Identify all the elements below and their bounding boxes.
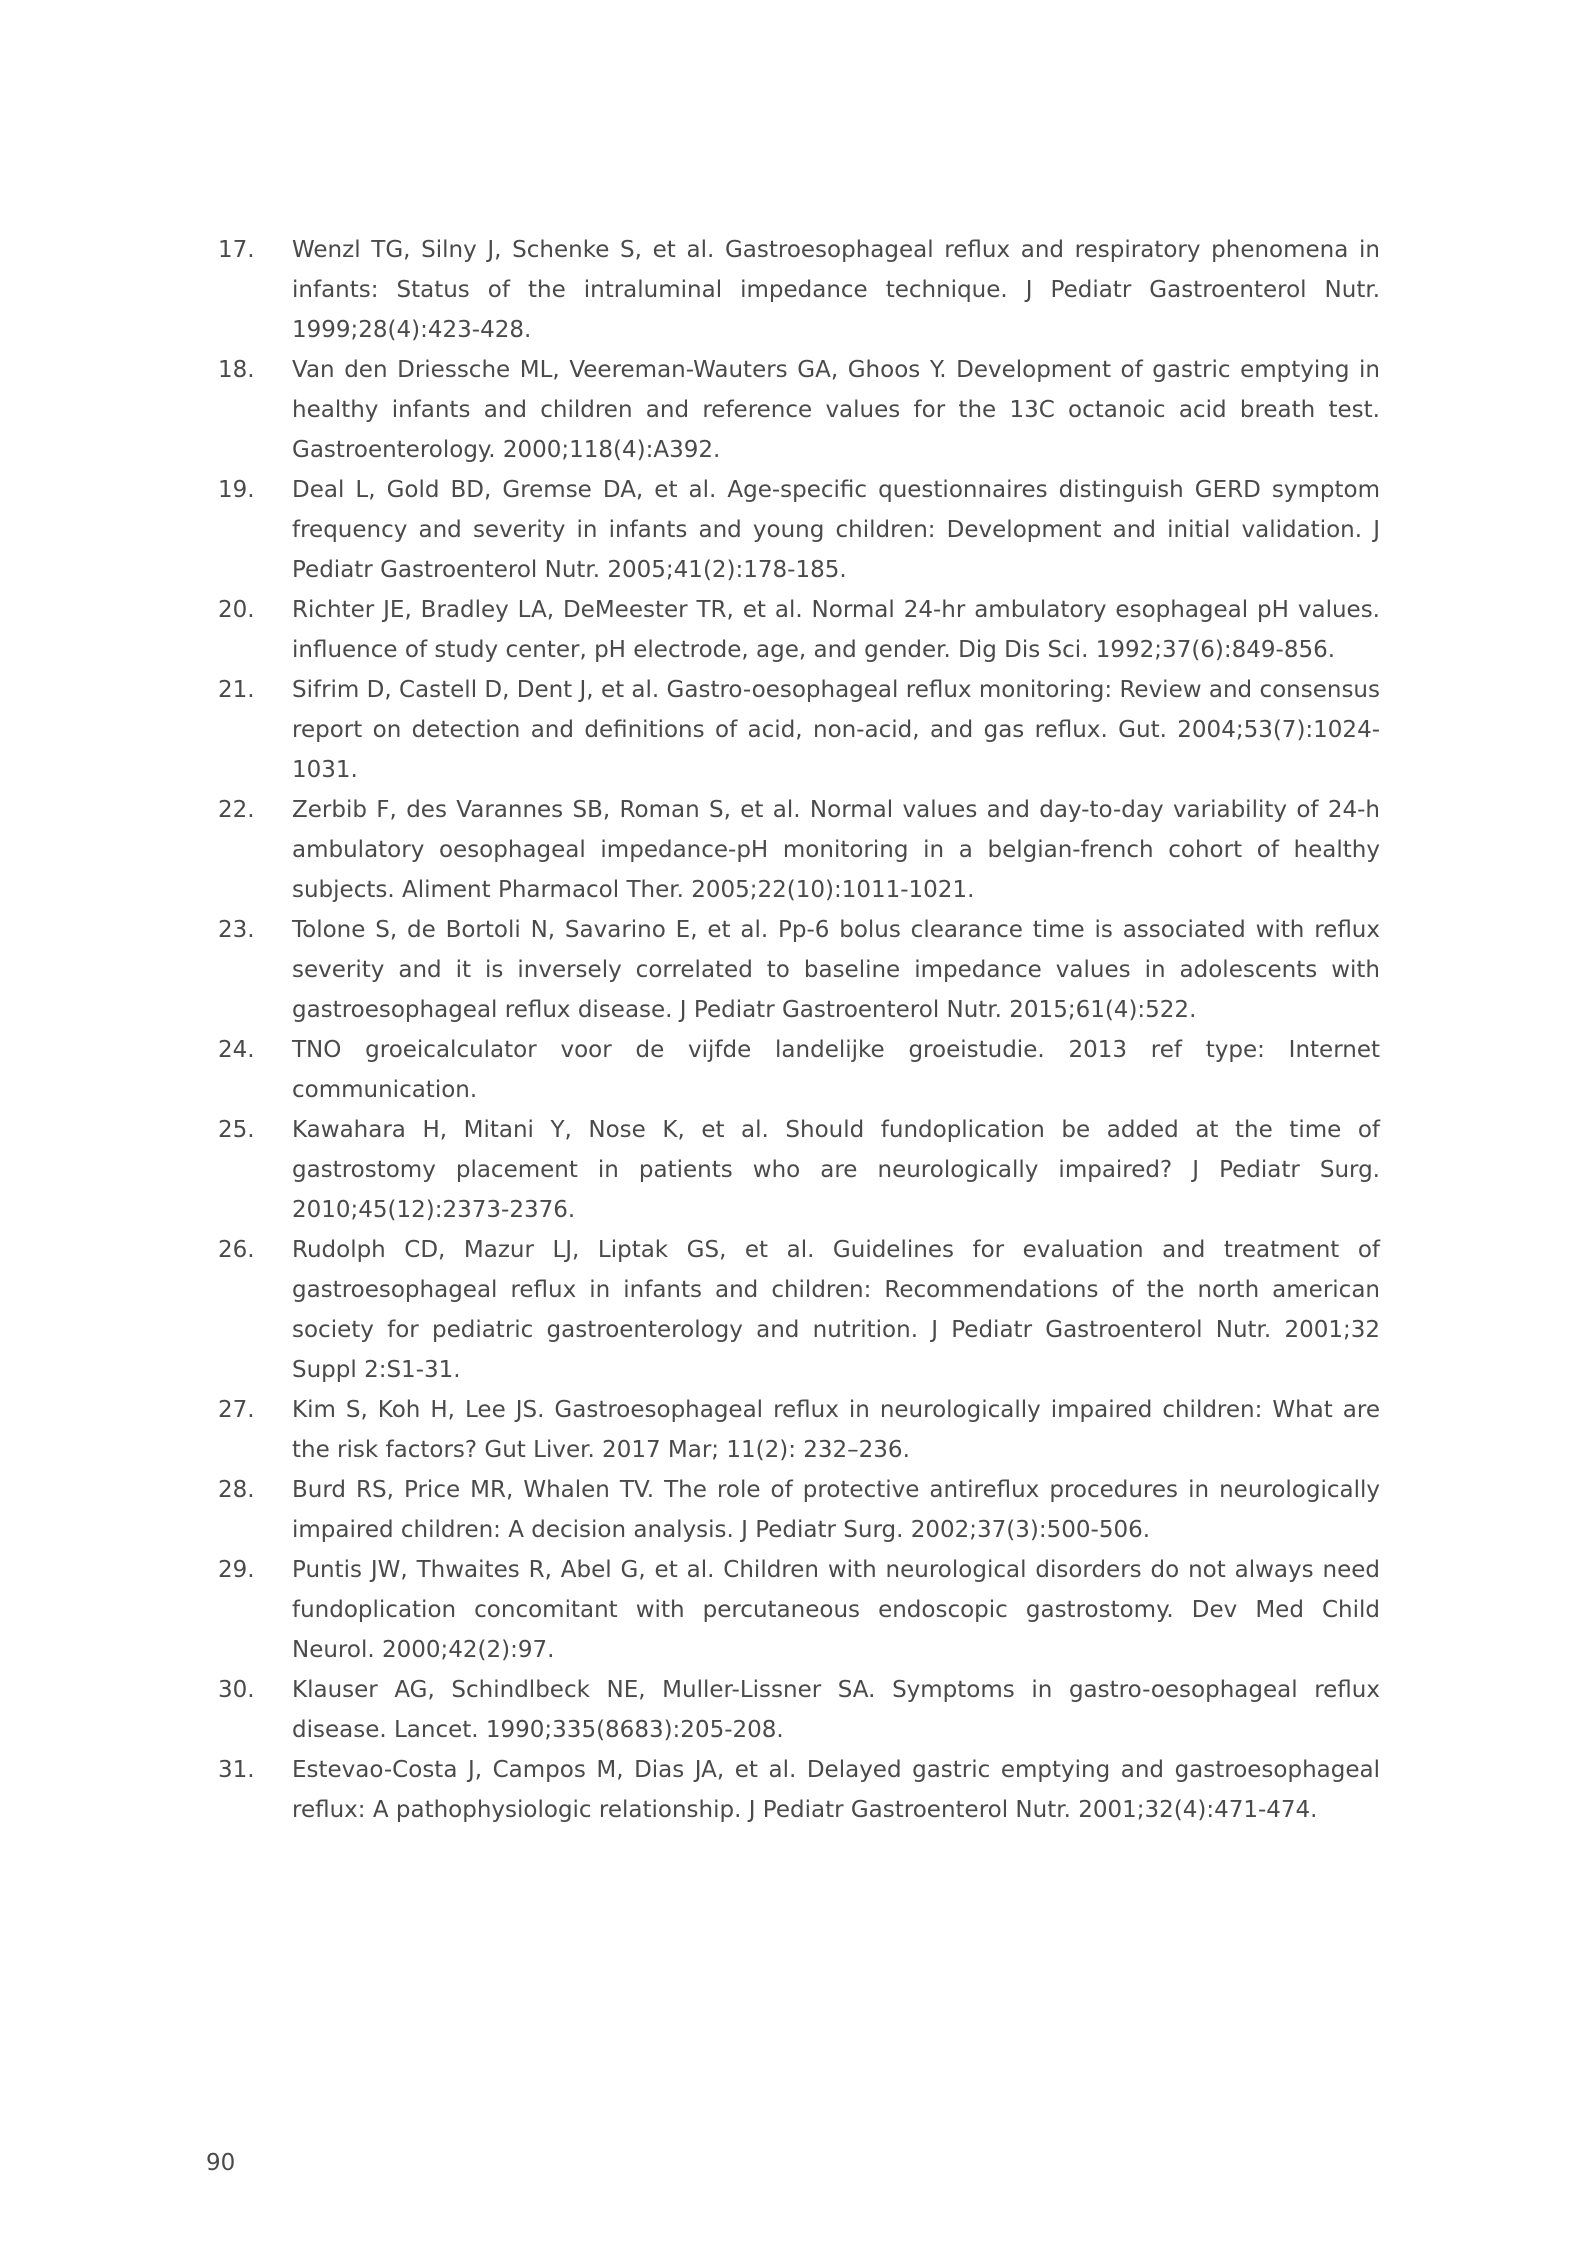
reference-item <box>218 350 1380 470</box>
reference-text: TNO groeicalculator voor de vijfde landelijke groeistudie. 2013 ref type: Internet communication. <box>292 1037 1380 1103</box>
reference-item <box>218 1390 1380 1470</box>
reference-number: 26. <box>218 1237 255 1263</box>
reference-text: Estevao-Costa J, Campos M, Dias JA, et al. Delayed gastric emptying and gastroesophageal reflux: A pathophysiologic relationship. J Pediatr Gastroenterol Nutr. 2001;32(4):471-474. <box>292 1757 1380 1823</box>
reference-number: 24. <box>218 1037 255 1063</box>
reference-number: 17. <box>218 237 255 263</box>
reference-number: 31. <box>218 1757 255 1783</box>
reference-number: 28. <box>218 1477 255 1503</box>
reference-item <box>218 670 1380 790</box>
reference-text: Kim S, Koh H, Lee JS. Gastroesophageal reflux in neurologically impaired children: What are the risk factors? Gut Liver. 2017 Mar; 11(2): 232–236. <box>292 1397 1380 1463</box>
reference-number: 20. <box>218 597 255 623</box>
reference-text: Van den Driessche ML, Veereman-Wauters GA, Ghoos Y. Development of gastric emptying in healthy infants and children and reference values for the 13C octanoic acid breath test. Gastroenterology. 2000;118(4):A392. <box>292 357 1380 463</box>
reference-item <box>218 470 1380 590</box>
reference-list <box>218 230 1380 1830</box>
reference-number: 29. <box>218 1557 255 1583</box>
page-number: 90 <box>206 2150 236 2176</box>
reference-text: Deal L, Gold BD, Gremse DA, et al. Age-specific questionnaires distinguish GERD symptom frequency and severity in infants and young children: Development and initial validation. J Pediatr Gastroenterol Nutr. 2005;41(2):178-185. <box>292 477 1380 583</box>
reference-text: Klauser AG, Schindlbeck NE, Muller-Lissner SA. Symptoms in gastro-oesophageal reflux disease. Lancet. 1990;335(8683):205-208. <box>292 1677 1380 1743</box>
reference-text: Tolone S, de Bortoli N, Savarino E, et al. Pp-6 bolus clearance time is associated with reflux severity and it is inversely correlated to baseline impedance values in adolescents with gastroesophageal reflux disease. J Pediatr Gastroenterol Nutr. 2015;61(4):522. <box>292 917 1380 1023</box>
reference-item <box>218 1030 1380 1110</box>
reference-text: Rudolph CD, Mazur LJ, Liptak GS, et al. Guidelines for evaluation and treatment of gastroesophageal reflux in infants and children: Recommendations of the north american society for pediatric gastroenterology and nutrition. J Pediatr Gastroenterol Nutr. 2001;32 Suppl 2:S1-31. <box>292 1237 1380 1383</box>
reference-item <box>218 1670 1380 1750</box>
reference-text: Burd RS, Price MR, Whalen TV. The role of protective antireflux procedures in neurologically impaired children: A decision analysis. J Pediatr Surg. 2002;37(3):500-506. <box>292 1477 1380 1543</box>
reference-number: 22. <box>218 797 255 823</box>
reference-number: 27. <box>218 1397 255 1423</box>
reference-item <box>218 1550 1380 1670</box>
reference-item <box>218 230 1380 350</box>
reference-text: Puntis JW, Thwaites R, Abel G, et al. Children with neurological disorders do not always need fundoplication concomitant with percutaneous endoscopic gastrostomy. Dev Med Child Neurol. 2000;42(2):97. <box>292 1557 1380 1663</box>
reference-number: 23. <box>218 917 255 943</box>
reference-item <box>218 1470 1380 1550</box>
reference-item <box>218 910 1380 1030</box>
reference-number: 19. <box>218 477 255 503</box>
reference-text: Wenzl TG, Silny J, Schenke S, et al. Gastroesophageal reflux and respiratory phenomena in infants: Status of the intraluminal impedance technique. J Pediatr Gastroenterol Nutr. 1999;28(4):423-428. <box>292 237 1380 343</box>
reference-number: 25. <box>218 1117 255 1143</box>
reference-number: 21. <box>218 677 255 703</box>
reference-item <box>218 590 1380 670</box>
reference-text: Kawahara H, Mitani Y, Nose K, et al. Should fundoplication be added at the time of gastrostomy placement in patients who are neurologically impaired? J Pediatr Surg. 2010;45(12):2373-2376. <box>292 1117 1380 1223</box>
reference-item <box>218 1230 1380 1390</box>
reference-text: Sifrim D, Castell D, Dent J, et al. Gastro-oesophageal reflux monitoring: Review and consensus report on detection and definitions of acid, non-acid, and gas reflux. Gut. 2004;53(7):1024-1031. <box>292 677 1380 783</box>
reference-item <box>218 790 1380 910</box>
reference-text: Zerbib F, des Varannes SB, Roman S, et al. Normal values and day-to-day variability of 24-h ambulatory oesophageal impedance-pH monitoring in a belgian-french cohort of healthy subjects. Aliment Pharmacol Ther. 2005;22(10):1011-1021. <box>292 797 1380 903</box>
reference-item <box>218 1750 1380 1830</box>
reference-number: 30. <box>218 1677 255 1703</box>
reference-text: Richter JE, Bradley LA, DeMeester TR, et al. Normal 24-hr ambulatory esophageal pH values. influence of study center, pH electrode, age, and gender. Dig Dis Sci. 1992;37(6):849-856. <box>292 597 1380 663</box>
reference-item <box>218 1110 1380 1230</box>
reference-number: 18. <box>218 357 255 383</box>
